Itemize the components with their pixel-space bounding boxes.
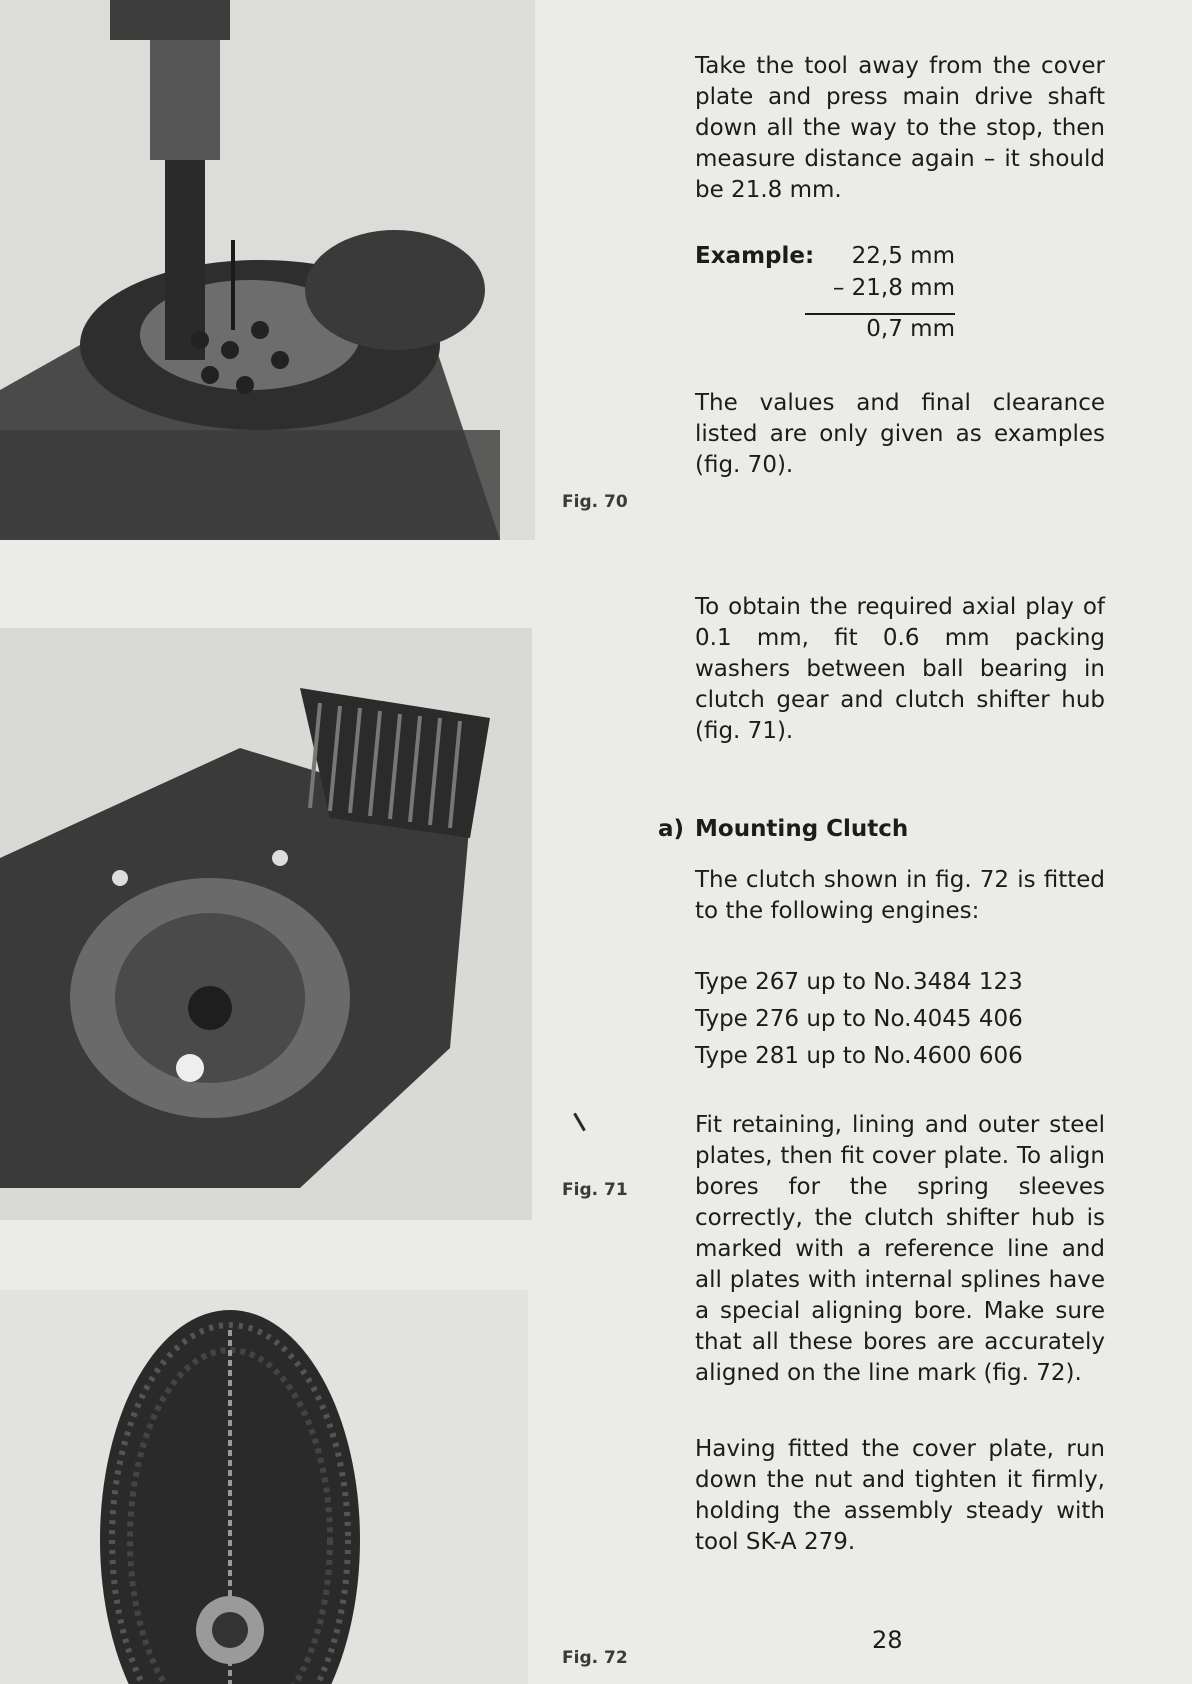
section-heading	[658, 816, 908, 842]
section-title: Mounting Clutch	[695, 816, 909, 842]
example-result: 0,7 mm	[866, 316, 955, 342]
example-value-1: 22,5 mm	[851, 243, 955, 269]
example-rule	[805, 313, 955, 315]
clutch-photo-fig72	[0, 1290, 528, 1684]
engine-photo-fig70	[0, 0, 535, 540]
paragraph-fit-plates: Fit retaining, lining and outer steel plates, then fit cover plate. To align bores for the spring sleeves correctly, the clutch shifter hub is marked with a reference line and all plates with internal splines have a special aligning bore. Make sure that all these bores are accurately aligned on the line mark (fig. 72).	[695, 1112, 1105, 1386]
engine-type-row: Type 281 up to No.4600 606	[695, 1043, 1023, 1069]
scan-mark	[573, 1113, 586, 1132]
engine-type-row: Type 276 up to No.4045 406	[695, 1006, 1023, 1032]
page-number: 28	[872, 1626, 903, 1654]
example-label: Example:	[695, 243, 815, 269]
figure-label-72: Fig. 72	[562, 1648, 628, 1668]
figure-label-70: Fig. 70	[562, 492, 628, 512]
section-letter: a)	[658, 816, 685, 842]
engine-photo-fig71	[0, 628, 532, 1220]
example-value-2: – 21,8 mm	[832, 275, 955, 301]
paragraph-measure-distance: Take the tool away from the cover plate and press main drive shaft down all the way to the stop, then measure distance again – it should be 21.8 mm.	[695, 53, 1105, 203]
engine-type-row: Type 267 up to No.3484 123	[695, 969, 1023, 995]
paragraph-clutch-engines: The clutch shown in fig. 72 is fitted to the following engines:	[695, 867, 1105, 924]
figure-label-71: Fig. 71	[562, 1180, 628, 1200]
paragraph-tighten-nut: Having fitted the cover plate, run down the nut and tighten it firmly, holding the assembly steady with tool SK-A 279.	[695, 1436, 1105, 1555]
paragraph-example-note: The values and final clearance listed are only given as examples (fig. 70).	[695, 390, 1105, 478]
example-calculation	[695, 243, 955, 343]
engine-type-list	[695, 964, 1023, 1075]
paragraph-axial-play: To obtain the required axial play of 0.1 mm, fit 0.6 mm packing washers between ball bearing in clutch gear and clutch shifter hub (fig. 71).	[695, 594, 1105, 744]
